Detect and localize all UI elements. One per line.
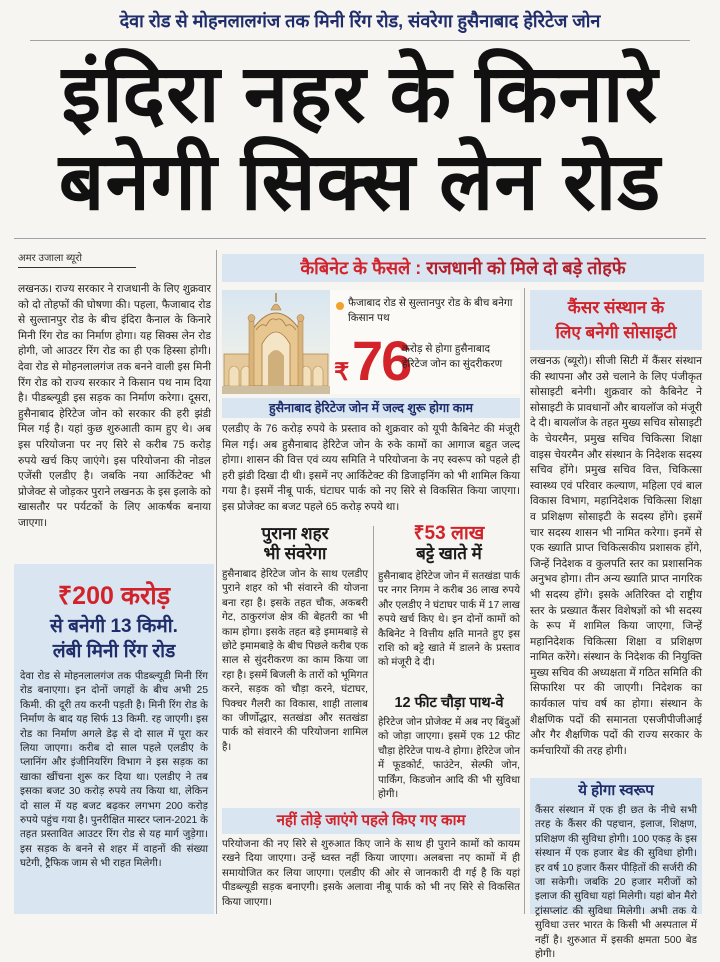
ring-road-title-line-2: लंबी मिनी रिंग रोड bbox=[52, 641, 176, 662]
ring-road-body: देवा रोड से मोहनलालगंज तक पीडब्ल्यूडी मिनी रिंग रोड बनाएगा। इन दोनों जगहों के बीच अभी 25 किमी. की दूरी तय करनी पड़ती है। मिनी रिंग रोड के निर्माण के बाद यह सिर्फ 13 किमी. रह जाएगी। इस रोड का निर्माण अगले डेढ़ से दो साल में पूरा कर लिया जाएगा। करीब दो साल पहले एलडीए के प्लानिंग और इंजीनियरिंग विभाग ने इस सड़क का खाका खींचना शुरू कर दिया था। एलडीए ने तब इसका बजट 30 करोड़ रुपये तय किया था, लेकिन दो साल में यह बजट बढ़कर लगभग 200 करोड़ रुपये पहुंच गया है। पुनरीक्षित मास्टर प्लान-2021 के तहत प्रस्तावित आउटर रिंग रोड से यह मार्ग जुड़ेगा। इस सड़क के बनने से शहर में वाहनों की संख्या घटेगी, ट्रैफिक जाम से भी राहत मिलेगी। bbox=[20, 671, 208, 870]
kicker-headline: देवा रोड से मोहनलालगंज तक मिनी रिंग रोड, संवरेगा हुसैनाबाद हेरिटेज जोन bbox=[119, 11, 601, 31]
pathway-body: हेरिटेज जोन प्रोजेक्ट में अब नए बिंदुओं को जोड़ा जाएगा। इसमें एक 12 फीट चौड़ा हेरिटेज पाथ-वे होगा। हेरिटेज जोन में फूडकोर्ट, फाउंटेन, सेल्फी जोन, पार्किंग, किडजोन आदि की भी सुविधा होगी। bbox=[378, 717, 520, 801]
cabinet-header-label: कैबिनेट के फैसले : bbox=[300, 258, 422, 278]
write-off-amount: ₹53 लाख bbox=[413, 523, 485, 544]
dot-bullet-icon bbox=[336, 302, 344, 310]
lead-story-body: लखनऊ। राज्य सरकार ने राजधानी के लिए शुक्रवार को दो तोहफों की घोषणा की। पहला, फैजाबाद रोड से सुल्तानपुर रोड के बीच इंदिरा कैनाल के किनारे मिनी रिंग रोड का निर्माण होगा। यह सिक्स लेन रोड होगी, जो आउटर रिंग रोड का ही एक हिस्सा होगी। देवा रोड से मोहनलालगंज तक बनने वाली इस मिनी रिंग रोड को राज्य सरकार ने किसान पथ नाम दिया है। पीडब्ल्यूडी इस सड़क का निर्माण करेगा। दूसरा, हुसैनाबाद हेरिटेज जोन को सरकार की हरी झंडी मिल गई है। यहां कुछ शुरुआती काम हुए थे। अब इस परियोजना पर नए सिरे से करीब 75 करोड़ रुपये खर्च किए जाएंगे। इस परियोजना की नोडल एजेंसी एलडीए है। जबकि नया आर्किटेक्ट भी प्रोजेक्ट से जोड़कर पुराने लखनऊ के इस इलाके को खासतौर पर पर्यटकों के लिए आकर्षक बनाया जाएगा। bbox=[18, 283, 211, 529]
old-works-bar: नहीं तोड़े जाएंगे पहले किए गए काम bbox=[222, 808, 520, 834]
heritage-graphic bbox=[222, 290, 520, 394]
heritage-story-body: एलडीए के 76 करोड़ रुपये के प्रस्ताव को शुक्रवार को यूपी कैबिनेट की मंजूरी मिल गई। अब हुसैनाबाद हेरिटेज जोन के रुके कामों का आगाज बहुत जल्द होगा। शासन की वित्त एवं व्यय समिति ने परियोजना के नए स्वरूप को पहले ही हरी झंडी दिखा दी थी। इसमें नए आर्किटेक्ट की डिजाइनिंग को भी शामिल किया गया है। इसमें नीबू पार्क, घंटाघर पार्क को नए सिरे से विकसित किया जाएगा। इस प्रोजेक्ट का बजट पहले 65 करोड़ रुपये था। bbox=[222, 423, 520, 513]
kicker-divider bbox=[30, 40, 690, 41]
write-off-body: हुसैनाबाद हेरिटेज जोन में सतखंडा पार्क पर नगर निगम ने करीब 36 लाख रुपये और एलडीए ने घंटाघर पार्क में 17 लाख रुपये खर्च किए थे। इन दोनों कामों को कैबिनेट ने वित्तीय क्षति मानते हुए इस राशि को बट्टे खाते में डालने के प्रस्ताव को मंजूरी दे दी। bbox=[378, 571, 520, 669]
heritage-gate-illustration bbox=[222, 290, 330, 394]
old-city-body: हुसैनाबाद हेरिटेज जोन के साथ एलडीए पुराने शहर को भी संवारने की योजना बना रहा है। इसके तहत चौक, अकबरी गेट, ठाकुरगंज क्षेत्र की बेहतरी का भी काम होगा। इसके तहत बड़े इमामबाड़े से छोटे इमामबाड़े के बीच पिछले करीब एक साल से सुंदरीकरण का काम किया जा रहा है। इसमें बिजली के तारों को भूमिगत करने, सड़क को चौड़ा करने, घंटाघर, पिक्चर गैलरी का विकास, शाही तालाब का जीर्णोद्धार, सतखंडा और सतखंडा पार्क को संवारने की परियोजना शामिल है। bbox=[222, 569, 368, 753]
cancer-society-headline bbox=[530, 290, 702, 350]
ring-road-box bbox=[14, 564, 214, 914]
byline: अमर उजाला ब्यूरो bbox=[18, 251, 136, 268]
heritage-work-bar: हुसैनाबाद हेरिटेज जोन में जल्द शुरू होगा काम bbox=[222, 398, 520, 418]
headline-line-2: बनेगी सिक्स लेन रोड bbox=[58, 137, 662, 226]
old-works-body: परियोजना की नए सिरे से शुरुआत किए जाने के साथ ही पुराने कामों को कायम रखने दिया जाएगा। उन्हें ध्वस्त नहीं किया जाएगा। अलबत्ता नए कामों में ही समायोजित कर लिया जाएगा। एलडीए की ओर से जानकारी दी गई है कि यहां पीडब्ल्यूडी सड़क बनाएगी। इसके अलावा नीबू पार्क को भी नए सिरे से विकसित किया जाएगा। bbox=[222, 839, 520, 908]
main-headline bbox=[0, 50, 720, 234]
column-divider-left bbox=[216, 250, 217, 914]
heritage-budget-amount: 76 bbox=[352, 329, 411, 392]
old-city-title-line-2: भी संवरेगा bbox=[263, 544, 327, 563]
old-city-section bbox=[222, 524, 368, 802]
write-off-section bbox=[378, 524, 520, 802]
cabinet-decisions-header bbox=[222, 254, 704, 282]
headline-divider bbox=[14, 238, 706, 239]
cancer-story-body: लखनऊ (ब्यूरो)। सीजी सिटी में कैंसर संस्थान की स्थापना और उसे चलाने के लिए पंजीकृत सोसाइटी बनेगी। शुक्रवार को कैबिनेट ने सोसाइटी के प्रावधानों और बायलॉज को मंजूरी दे दी। बायलॉज के तहत मुख्य सचिव सोसाइटी के चेयरमैन, प्रमुख सचिव चिकित्सा शिक्षा वाइस चेयरमैन और संस्थान के निदेशक सदस्य सचिव होंगे। प्रमुख सचिव वित्त, चिकित्सा स्वास्थ्य एवं परिवार कल्याण, महिला एवं बाल विकास विभाग, महानिदेशक चिकित्सा शिक्षा व प्रशिक्षण सोसाइटी के सदस्य होंगे। इसमें चार सदस्य शासन भी नामित करेगा। इनमें से एक ख्याति प्राप्त चिकित्सकीय प्रशासक होंगे, जिन्हें निदेशक व कुलपति स्तर का प्रशासनिक अनुभव होगा। तीन अन्य ख्याति प्राप्त नागरिक भी सदस्य होंगे। इसके अतिरिक्त दो राष्ट्रीय स्तर के प्रख्यात कैंसर विशेषज्ञों को भी सदस्य के रूप में शामिल किया जाएगा, जिन्हें महानिदेशक चिकित्सा शिक्षा व प्रशिक्षण नामित करेंगे। संस्थान के निदेशक की नियुक्ति मुख्य सचिव की अध्यक्षता में गठित समिति की सिफारिश पर की जाएगी। निदेशक का कार्यकाल पांच वर्ष का होगा। संस्थान के शैक्षणिक पदों की समानता एसजीपीजीआई और गैर शैक्षणिक पदों की राज्य सरकार के कर्मचारियों की तरह होगी। bbox=[530, 355, 702, 757]
heritage-budget-caption: करोड़ से होगा हुसैनाबाद हेरिटेज जोन का सुंदरीकरण bbox=[402, 344, 503, 370]
pathway-title: 12 फीट चौड़ा पाथ-वे bbox=[394, 695, 504, 711]
ring-road-title-line-1: से बनेगी 13 किमी. bbox=[50, 616, 178, 637]
kisan-path-callout: फैजाबाद रोड से सुल्तानपुर रोड के बीच बनेगा किसान पथ bbox=[348, 298, 513, 324]
column-divider-right bbox=[524, 288, 525, 914]
rupee-symbol: ₹ bbox=[334, 359, 350, 386]
headline-line-1: इंदिरा नहर के किनारे bbox=[61, 49, 659, 138]
cancer-title-line-1: कैंसर संस्थान के bbox=[567, 298, 665, 317]
cancer-box-body: कैंसर संस्थान में एक ही छत के नीचे सभी तरह के कैंसर की पहचान, इलाज, शिक्षण, प्रशिक्षण की सुविधा होगी। 100 एकड़ के इस संस्थान में एक हजार बेड की सुविधा होगी। हर वर्ष 10 हजार कैंसर पीड़ितों की सर्जरी की जा सकेगी। जबकि 20 हजार मरीजों को इलाज की सुविधा यहां मिलेगी। यहां बोन मैरो ट्रांसप्लांट की सुविधा मिलेगी। अभी तक ये सुविधा उत्तर भारत के किसी भी अस्पताल में नहीं है। शुरुआत में इसकी क्षमता 500 बेड होगी। bbox=[535, 805, 697, 961]
cancer-box-title: ये होगा स्वरूप bbox=[578, 782, 654, 799]
cancer-structure-box bbox=[530, 778, 702, 961]
cancer-title-line-2: लिए बनेगी सोसाइटी bbox=[555, 323, 677, 342]
ring-road-amount: ₹200 करोड़ bbox=[57, 582, 171, 610]
write-off-title-line-2: बट्टे खाते में bbox=[416, 544, 482, 563]
subcolumn-divider bbox=[373, 526, 374, 800]
cabinet-header-text: राजधानी को मिले दो बड़े तोहफे bbox=[426, 258, 626, 278]
old-city-title-line-1: पुराना शहर bbox=[261, 524, 329, 543]
